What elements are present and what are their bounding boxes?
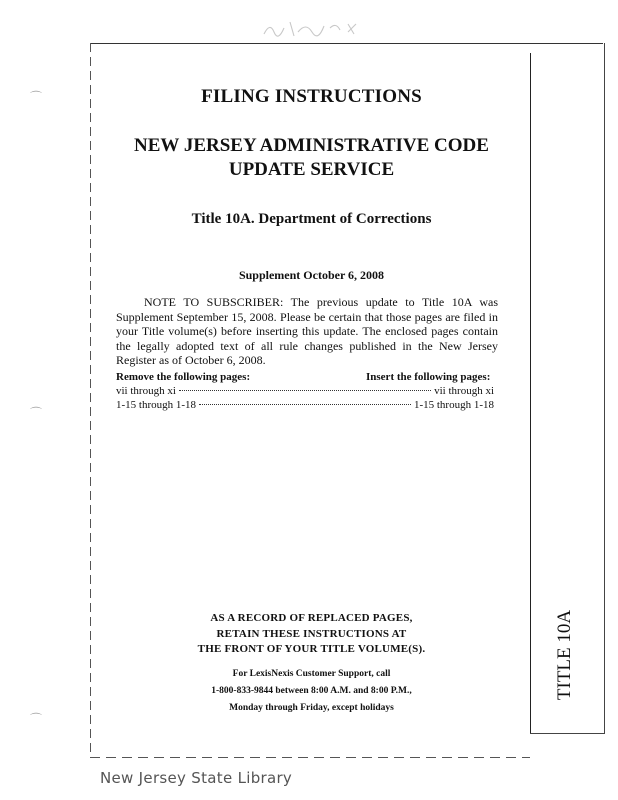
record-notice: [95, 611, 528, 658]
record-notice-line: RETAIN THESE INSTRUCTIONS AT: [216, 627, 407, 640]
margin-mark: ⌒: [30, 406, 43, 420]
customer-support-info: [95, 666, 528, 717]
title-heading: Title 10A. Department of Corrections: [191, 211, 432, 227]
page-frame-left: [90, 43, 91, 758]
support-line: For LexisNexis Customer Support, call: [232, 669, 391, 679]
handwritten-scribble: [258, 14, 368, 42]
code-title-line1: NEW JERSEY ADMINISTRATIVE CODE: [134, 135, 489, 156]
support-line: Monday through Friday, except holidays: [229, 703, 394, 713]
subscriber-note-text: NOTE TO SUBSCRIBER: The previous update to Title 10A was Supplement September 15, 2008. Please be certain that those pages are filed in your Title volume(s) before inserting this update. The enclosed pages contain the legally adopted text of all rule changes published in the New Jersey Register as of October 6, 2008.: [116, 295, 498, 368]
record-notice-line: AS A RECORD OF REPLACED PAGES,: [210, 612, 413, 624]
page-row: [116, 385, 494, 397]
insert-pages-cell: vii through xi: [434, 385, 494, 397]
insert-pages-cell: 1-15 through 1-18: [413, 399, 494, 411]
support-line: 1-800-833-9844 between 8:00 A.M. and 8:00 P.M.,: [211, 686, 412, 696]
remove-pages-cell: 1-15 through 1-18: [116, 399, 197, 411]
record-notice-line: THE FRONT OF YOUR TITLE VOLUME(S).: [197, 643, 426, 655]
remove-pages-header: Remove the following pages:: [116, 371, 251, 383]
title-tab: [535, 605, 595, 705]
page-frame-bottom: [90, 757, 530, 758]
remove-pages-cell: vii through xi: [116, 385, 176, 397]
tab-bottom-edge: [530, 733, 605, 734]
subscriber-note: [116, 295, 498, 368]
code-title-line2: UPDATE SERVICE: [228, 159, 395, 180]
page-frame-top: [90, 43, 603, 44]
dot-leader: [179, 390, 431, 391]
dot-leader: [199, 404, 411, 405]
page-frame-right: [604, 43, 605, 733]
page-title: FILING INSTRUCTIONS: [201, 86, 422, 107]
library-stamp: New Jersey State Library: [100, 769, 293, 787]
supplement-date: Supplement October 6, 2008: [238, 268, 385, 282]
insert-pages-header: Insert the following pages:: [366, 371, 491, 383]
page-row: [116, 399, 494, 411]
tab-divider: [530, 53, 531, 733]
margin-mark: ⌒: [30, 90, 43, 104]
title-tab-label: TITLE 10A: [554, 609, 575, 701]
margin-mark: ⌒: [30, 712, 43, 726]
